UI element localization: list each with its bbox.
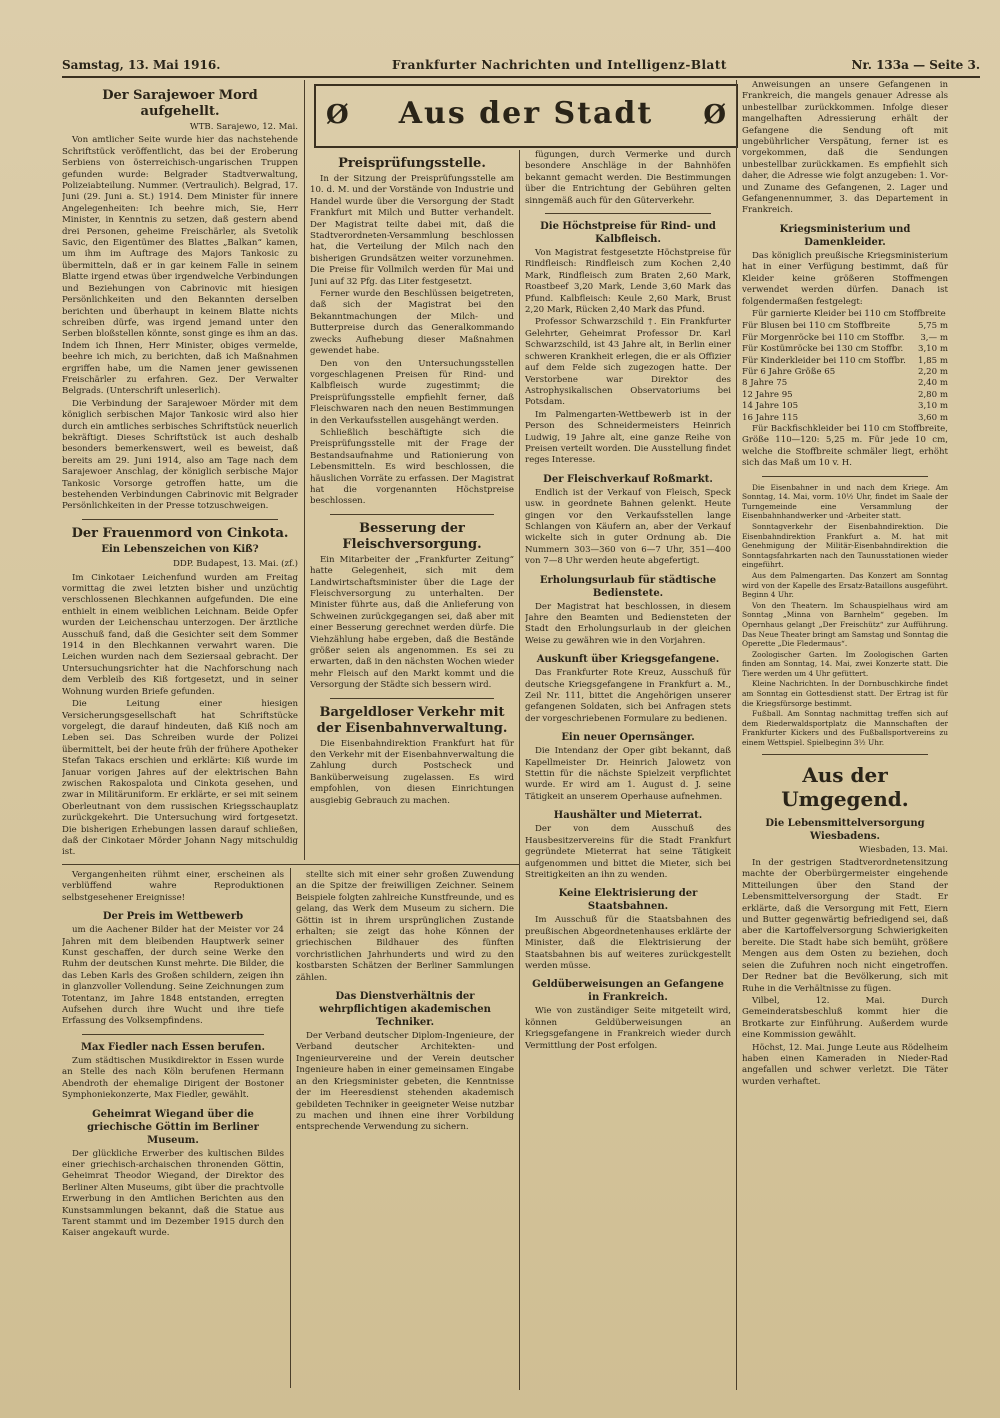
- cloth-table-label: 16 Jahre 115: [742, 412, 799, 423]
- section-headline-umgegend: Aus der Umgegend.: [781, 762, 909, 811]
- column-4: [742, 80, 948, 1390]
- article-text: In der gestrigen Stadtverordnetensitzung machte der Oberbürgermeister eingehende Mitteilungen über den Stand der Lebensmittelversorgung der Stadt. Er erklärte, daß die Versorgung mit Fett, Eiern und Butter gegenwärtig befriedigend sei, daß aber die Kartoffelversorgung Schwierigkeiten bereite. Die Stadt habe sich bemüht, größere Mengen aus dem Osten zu beziehen, doch seien die Zufuhren noch nicht eingetroffen. Der Redner bat die Bevölkerung, sich mit Ruhe in die Verhältnisse zu fügen.: [742, 858, 948, 994]
- headline-wiesbaden: Die Lebensmittelversorgung Wiesbadens.: [765, 817, 925, 842]
- cloth-table-row: [742, 333, 948, 344]
- cloth-table-row: [742, 390, 948, 401]
- article-text: Schließlich beschäftigte sich die Preisprüfungsstelle mit der Frage der Bestandsaufnahme und Rationierung von Lebensmitteln. Es wird beschlossen, die häuslichen Vorräte zu erfassen. Der Magistrat hat die vorgenannten Höchstpreise beschlossen.: [310, 427, 514, 507]
- masthead-title: Frankfurter Nachrichten und Intelligenz-Blatt: [392, 58, 727, 72]
- article-text: Aus dem Palmengarten. Das Konzert am Sonntag wird von der Kapelle des Ersatz-Bataillons ausgeführt. Beginn 4 Uhr.: [742, 570, 948, 600]
- article-text: um die Aachener Bilder hat der Meister vor 24 Jahren mit dem bleibenden Hauptwerk seiner Kunst geschaffen, der durch seine Werke den Ruhm der deutschen Kunst mehrte. Die Bilder, die das Leben Karls des Großen schildern, zeigen ihn in glanzvoller Vollendung. Seine Zeichnungen zum Totentanz, im Jahre 1848 entstanden, erregten Aufsehen durch ihre Wucht und ihre tiefe Erfassung des Volksempfindens.: [62, 925, 284, 1027]
- section-banner: [314, 84, 738, 148]
- article-text: Zoologischer Garten. Im Zoologischen Garten finden am Sonntag, 14. Mai, zwei Konzerte statt. Die Tiere werden um 4 Uhr gefüttert.: [742, 649, 948, 678]
- cloth-table-label: 8 Jahre 75: [742, 378, 788, 389]
- section-divider: [62, 864, 520, 865]
- article-text: Die Intendanz der Oper gibt bekannt, daß Kapellmeister Dr. Heinrich Jalowetz von Stettin für die nächste Spielzeit verpflichtet wurde. Er wird am 1. August d. J. seine Tätigkeit an unserem Operhause aufnehmen.: [525, 746, 731, 802]
- cloth-table-row: [742, 344, 948, 355]
- article-text: Für Backfischkleider bei 110 cm Stoffbreite, Größe 110—120: 5,25 m. Für jede 10 cm, welche die Stoffbreite schmäler liegt, erhöht sich das Maß um 10 v. H.: [742, 423, 948, 469]
- masthead-page-number: Nr. 133a — Seite 3.: [851, 58, 980, 72]
- cloth-table-row: [742, 401, 948, 412]
- article-text: Die Eisenbahner in und nach dem Kriege. Am Sonntag, 14. Mai, vorm. 10½ Uhr, findet im Saale der Turngemeinde eine Versammlung der Eisenbahnhandwerker und -Arbeiter statt.: [742, 482, 948, 521]
- article-divider: [82, 519, 278, 520]
- article-text: Höchst, 12. Mai. Junge Leute aus Rödelheim haben einen Kameraden in Nieder-Rad angefallen und schwer verletzt. Die Täter wurden verhaftet.: [742, 1042, 948, 1087]
- cloth-table-value: 3,10 m: [917, 401, 948, 412]
- article-text: Die Leitung einer hiesigen Versicherungsgesellschaft hat Schriftstücke vorgelegt, die darauf hindeuten, daß Kiß noch am Leben sei. Das Schreiben wurde der Polizei übermittelt, bei der heute früh der frühere Apotheker Stefan Takacs erschien und erklärte: Kiß wurde im Januar vorigen Jahres auf der elektrischen Bahn zwischen Rakospalota und Cinkota gesehen, und zwar in Militäruniform. Er erklärte, er sei mit seinem Oberleutnant von dem russischen Kriegsschauplatz zurückgekehrt. Die Untersuchung wird fortgesetzt. Die bisherigen Erhebungen lassen darauf schließen, daß der Cinkotaer Mörder Johann Nagy mitschuldig ist.: [62, 699, 298, 858]
- article-text: Kleine Nachrichten. In der Dornbuschkirche findet am Sonntag ein Gottesdienst statt. Der Ertrag ist für die Kriegsfürsorge bestimmt.: [742, 679, 948, 708]
- article-text: Der Magistrat hat beschlossen, in diesem Jahre den Beamten und Bediensteten der Stadt den Erholungsurlaub in der gleichen Weise zu gewähren wie in den Vorjahren.: [525, 601, 731, 646]
- cloth-table-label: 12 Jahre 95: [742, 389, 793, 400]
- article-text: Das Frankfurter Rote Kreuz, Ausschuß für deutsche Kriegsgefangene in Frankfurt a. M., Zeil Nr. 111, bittet die Angehörigen unserer gefangenen Soldaten, sich bei Anfragen stets der vorgeschriebenen Formulare zu bedienen.: [525, 668, 731, 724]
- article-text: Vilbel, 12. Mai. Durch Gemeinderatsbeschluß kommt hier die Brotkarte zur Einführung. Außerdem wurde eine Kommission gewählt.: [742, 995, 948, 1041]
- cloth-table-row: [742, 321, 948, 332]
- headline-hoechstpreise: Die Höchstpreise für Rind- und Kalbfleisch.: [540, 221, 716, 246]
- headline-preispruefung: Preisprüfungsstelle.: [338, 156, 486, 171]
- cloth-table-value: 3,— m: [920, 332, 948, 343]
- article-text: Fußball. Am Sonntag nachmittag treffen sich auf dem Riederwaldsportplatz die Mannschaften der Frankfurter Kickers und des Fußballsportvereins zu einem Wettspiel. Spielbeginn 3½ Uhr.: [742, 709, 948, 748]
- cloth-table-row: [742, 356, 948, 367]
- cloth-table-row: [742, 413, 948, 424]
- headline-rossmarkt: Der Fleischverkauf Roßmarkt.: [543, 473, 713, 485]
- article-divider: [330, 698, 494, 699]
- headline-techniker: Das Dienstverhältnis der wehrpflichtigen akademischen Techniker.: [319, 991, 491, 1029]
- cloth-table-value: 3,10 m: [917, 344, 948, 355]
- column-divider: [736, 80, 737, 1390]
- section-title: Aus der Stadt: [398, 96, 654, 131]
- article-divider: [545, 213, 711, 214]
- article-text: Der glückliche Erwerber des kultischen Bildes einer griechisch-archaischen thronenden Göttin, Geheimrat Theodor Wiegand, der Direktor des Berliner Alten Museums, gibt über die prachtvolle Erwerbung in den Amtlichen Berichten aus den Kunstsammlungen bekannt, daß die Statue aus Tarent stammt und im Dezember 1915 durch den Kaiser angekauft wurde.: [62, 1148, 284, 1239]
- headline-opernsaenger: Ein neuer Opernsänger.: [561, 732, 695, 744]
- cloth-table-value: 2,20 m: [917, 366, 948, 377]
- cloth-table-row: [742, 367, 948, 378]
- article-text: Für garnierte Kleider bei 110 cm Stoffbreite: [752, 308, 946, 319]
- cloth-table-row: [742, 378, 948, 389]
- article-text: Von den Theatern. Im Schauspielhaus wird am Sonntag „Minna von Barnhelm“ gegeben. Im Opernhaus gelangt „Der Freischütz“ zur Aufführung. Das Neue Theater bringt am Samstag und Sonntag die Operette „Die Fledermaus“.: [742, 600, 948, 649]
- cloth-table-label: Für Kinderkleider bei 110 cm Stoffbr.: [742, 355, 906, 366]
- column-3: [525, 150, 731, 1390]
- dateline: DDP. Budapest, 13. Mai. (zf.): [172, 559, 298, 570]
- headline-fleischversorgung: Besserung der Fleischversorgung.: [342, 520, 482, 552]
- cloth-table-label: Für 6 Jahre Größe 65: [742, 366, 836, 377]
- headline-sarajewo: Der Sarajewoer Mord aufgehellt.: [102, 88, 258, 119]
- article-text: Im Ausschuß für die Staatsbahnen des preußischen Abgeordnetenhauses erklärte der Minister, daß die Elektrisierung der Staatsbahnen bis auf weiteres zurückgestellt werden müsse.: [525, 915, 731, 971]
- article-text: Von amtlicher Seite wurde hier das nachstehende Schriftstück veröffentlicht, das bei der Eroberung Serbiens von österreichisch-ungarischen Truppen gefunden wurde: Belgrader Stadtverwaltung, Polizeiabteilung. Nummer. (Vertraulich). Belgrad, 17. Juni (29. Juni a. St.) 1914. Dem Minister für innere Angelegenheiten: Ich beehre mich, Sie, Herr Minister, in Kenntnis zu setzen, daß gestern abend drei Personen, geheime Freischärler, als Svetolik Savic, den Eigentümer des Blattes „Balkan“ kamen, um ihm im Auftrage des Majors Tankosic zu übermitteln, daß er in gar keinem Falle in seinem Blatte irgend etwas über irgendwelche Verbindungen und Beziehungen von Cabrinovic mit hiesigen Persönlichkeiten und den Bekannten derselben berichten und überhaupt in keinem Blatte nichts schreiben dürfe, was irgend jemand unter den Serben bloßstellen könnte, sonst ginge es ihm an das. Indem ich Ihnen, Herr Minister, obiges vermelde, beehre ich mich, zu berichten, daß ich Maßnahmen ergriffen habe, um die Namen jener gewissenen Freischärler zu erfahren. Gez. Der Verwalter Belgrads. (Unterschrift unleserlich).: [62, 135, 298, 397]
- column-1: [62, 82, 298, 860]
- article-divider: [82, 1034, 264, 1035]
- cloth-table-label: Für Morgenröcke bei 110 cm Stoffbr.: [742, 332, 905, 343]
- masthead-date: Samstag, 13. Mai 1916.: [62, 58, 221, 72]
- ornament-left-icon: Ø: [326, 100, 349, 130]
- headline-geldueberweisung: Geldüberweisungen an Gefangene in Frankreich.: [532, 979, 724, 1004]
- article-text: fügungen, durch Vermerke und durch besondere Anschläge in der Bahnhöfen bekannt gemacht werden. Die Bestimmungen über die Entrichtung der Gebühren gelten sinngemäß auch für den Güterverkehr.: [525, 150, 731, 206]
- cloth-table-value: 2,80 m: [917, 389, 948, 400]
- cloth-table-label: Für Blusen bei 110 cm Stoffbreite: [742, 321, 891, 332]
- article-text: Vergangenheiten rühmt einer, erscheinen als verblüffend wahre Reproduktionen selbstgesehener Ereignisse!: [62, 870, 284, 903]
- cloth-table-value: 3,60 m: [917, 412, 948, 423]
- cloth-table-value: 5,75 m: [917, 321, 948, 332]
- bottom-column-1: [62, 870, 284, 1390]
- article-divider: [762, 754, 928, 755]
- bottom-column-2: [296, 870, 514, 1390]
- article-divider: [330, 514, 494, 515]
- dateline: Wiesbaden, 13. Mai.: [859, 844, 948, 855]
- column-divider: [519, 150, 520, 1390]
- cloth-table: [742, 321, 948, 424]
- headline-bargeldlos: Bargeldloser Verkehr mit der Eisenbahnverwaltung.: [316, 704, 508, 736]
- headline-cinkota: Der Frauenmord von Cinkota.: [71, 525, 289, 541]
- article-text: stellte sich mit einer sehr großen Zuwendung an die Spitze der freiwilligen Zeichner. Seinem Beispiele folgten zahlreiche Kunstfreunde, und es gelang, das Werk dem Museum zu sichern. Die Göttin ist in ihrem ursprünglichen Zustande erhalten; sie zeigt das hohe Können der griechischen Bildhauer des fünften vorchristlichen Jahrhunderts und wird zu den kostbarsten Schätzen der Berliner Sammlungen zählen.: [296, 870, 514, 983]
- article-text: Im Cinkotaer Leichenfund wurden am Freitag vormittag die zwei letzten bisher und unzüchtig verschlossenen Blechkannen aufgefunden. Die eine enthielt in einem weiblichen Leichnam. Beide Opfer wurden der Leichenschau unterzogen. Der ärztliche Ausschuß fand, daß die Gesichter seit dem Sommer 1914 in den Blechkannen verwahrt waren. Die Leichen wurden nach dem Seziersaal gebracht. Der Untersuchungsrichter hat die Nachforschung nach dem Verbleib des Kiß fortgesetzt, und in seiner Wohnung wurden Briefe gefunden.: [62, 572, 298, 697]
- article-text: In der Sitzung der Preisprüfungsstelle am 10. d. M. und der Vorstände von Industrie und Handel wurde über die Versorgung der Stadt Frankfurt mit Milch und Butter verhandelt. Der Magistrat teilte dabei mit, daß die Stadtverordneten-Versammlung beschlossen hat, die Verteilung der Milch nach den bisherigen Grundsätzen weiter vorzunehmen. Die Preise für Vollmilch werden für Mai und Juni auf 32 Pfg. das Liter festgesetzt.: [310, 174, 514, 287]
- masthead: [62, 54, 980, 78]
- cloth-table-label: 14 Jahre 105: [742, 401, 799, 412]
- headline-mieterrat: Haushälter und Mieterrat.: [553, 810, 703, 822]
- article-text: Der Verband deutscher Diplom-Ingenieure, der Verband deutscher Architekten- und Ingenieurvereine und der Verein deutscher Ingenieure haben in einer gemeinsamen Eingabe an den Kriegsminister gebeten, die Kenntnisse der im Heeresdienst stehenden akademisch gebildeten Techniker in geeigneter Weise nutzbar zu machen und ihnen eine ihrer Vorbildung entsprechende Verwendung zu sichern.: [296, 1031, 514, 1133]
- column-divider: [290, 868, 291, 1388]
- cloth-table-value: 2,40 m: [917, 378, 948, 389]
- headline-fiedler: Max Fiedler nach Essen berufen.: [80, 1041, 266, 1053]
- headline-wiegand: Geheimrat Wiegand über die griechische Göttin im Berliner Museum.: [87, 1108, 259, 1146]
- article-text: Professor Schwarzschild †. Ein Frankfurter Gelehrter, Geheimrat Professor Dr. Karl Schwarzschild, ist 43 Jahre alt, in Berlin einer schweren Krankheit erlegen, die er als Offizier auf dem Felde sich zugezogen hatte. Der Verstorbene war Direktor des Astrophysikalischen Observatoriums bei Potsdam.: [525, 317, 731, 408]
- article-text: Die Verbindung der Sarajewoer Mörder mit dem königlich serbischen Major Tankosic wird also hier durch ein amtliches serbisches Schriftstück neuerlich bekräftigt. Dieses Schriftstück ist auch deshalb besonders bemerkenswert, weil es beweist, daß bereits am 29. Juni 1914, also am Tage nach dem Sarajewoer Anschlag, der königlich serbische Major Tankosic Vorsorge getroffen hatte, um die bestehenden Verbindungen Cabrinovic mit Belgrader Persönlichkeiten in der Presse totzuschweigen.: [62, 398, 298, 512]
- article-text: Im Palmengarten-Wettbewerb ist in der Person des Schneidermeisters Heinrich Ludwig, 19 Jahre alt, eine ganze Reihe von Preisen verteilt worden. Die Ausstellung findet reges Interesse.: [525, 409, 731, 466]
- column-divider: [304, 80, 305, 860]
- headline-damenkleider: Kriegsministerium und Damenkleider.: [779, 223, 911, 248]
- subheadline: Ein Lebenszeichen von Kiß?: [101, 543, 259, 555]
- headline-erholungsurlaub: Erholungsurlaub für städtische Bedienstete.: [539, 574, 717, 599]
- article-text: Ein Mitarbeiter der „Frankfurter Zeitung“ hatte Gelegenheit, sich mit dem Landwirtschaftsminister über die Lage der Fleischversorgung zu unterhalten. Der Minister führte aus, daß die Anlieferung von Schweinen zurückgegangen sei, daß aber mit einer Besserung gerechnet werden dürfe. Die Viehzählung habe ergeben, daß die Bestände größer seien als angenommen. Es sei zu erwarten, daß in den nächsten Wochen wieder mehr Fleisch auf den Markt kommt und die Versorgung der Städte sich bessern wird.: [310, 554, 514, 691]
- article-text: Ferner wurde den Beschlüssen beigetreten, daß sich der Magistrat bei den Bekanntmachungen der Milch- und Butterpreise durch das Generalkommando zwecks Aufhebung dieser Maßnahmen gewendet habe.: [310, 289, 514, 357]
- headline-wettbewerb: Der Preis im Wettbewerb: [102, 911, 244, 923]
- article-divider: [762, 476, 928, 477]
- ornament-right-icon: Ø: [703, 100, 726, 130]
- article-text: Zum städtischen Musikdirektor in Essen wurde an Stelle des nach Köln berufenen Hermann Abendroth der ehemalige Dirigent der Bostoner Symphoniekonzerte, Max Fiedler, gewählt.: [62, 1055, 284, 1101]
- article-text: Von Magistrat festgesetzte Höchstpreise für Rindfleisch: Rindfleisch zum Kochen 2,40 Mark, Rindfleisch zum Braten 2,60 Mark, Roastbeef 3,20 Mark, Lende 3,60 Mark das Pfund. Kalbfleisch: Keule 2,60 Mark, Brust 2,20 Mark, Rücken 2,40 Mark das Pfund.: [525, 248, 731, 316]
- headline-kriegsgefangene: Auskunft über Kriegsgefangene.: [536, 654, 720, 666]
- cloth-table-label: Für Kostümröcke bei 130 cm Stoffbr.: [742, 344, 904, 355]
- article-text: Die Eisenbahndirektion Frankfurt hat für den Verkehr mit der Eisenbahnverwaltung die Zahlung durch Postscheck und Banküberweisung zugelassen. Es wird empfohlen, von diesen Einrichtungen ausgiebig Gebrauch zu machen.: [310, 738, 514, 806]
- article-text: Der von dem Ausschuß des Hausbesitzervereins für die Stadt Frankfurt gegründete Mieterrat hat seine Tätigkeit aufgenommen und bittet die Mieter, sich bei Streitigkeiten an ihn zu wenden.: [525, 824, 731, 880]
- cloth-table-value: 1,85 m: [917, 355, 948, 366]
- article-text: Endlich ist der Verkauf von Fleisch, Speck usw. in geordnete Bahnen gelenkt. Heute gingen vor den Verkaufsstellen lange Schlangen von Käufern an, aber der Verkauf wickelte sich in guter Ordnung ab. Die Nummern 303—360 von 6—7 Uhr, 351—400 von 7—8 Uhr werden heute abgefertigt.: [525, 487, 731, 567]
- headline-elektrisierung: Keine Elektrisierung der Staatsbahnen.: [558, 888, 698, 913]
- article-text: Wie von zuständiger Seite mitgeteilt wird, können Geldüberweisungen an Kriegsgefangene in Frankreich wieder durch Vermittlung der Post erfolgen.: [525, 1006, 731, 1051]
- article-text: Anweisungen an unsere Gefangenen in Frankreich, die mangels genauer Adresse als unbestellbar zurückkommen. Infolge dieser mangelhaften Adressierung erhält der Gefangene die Sendung oft mit ungebührlicher Verspätung, ferner ist es vorgekommen, daß die Sendungen unbestellbar zurückkamen. Es empfiehlt sich daher, die Adresse wie folgt anzugeben: 1. Vor- und Zuname des Gefangenen, 2. Lager und Gefangenennummer, 3. das Departement in Frankreich.: [742, 80, 948, 216]
- dateline: WTB. Sarajewo, 12. Mai.: [189, 122, 298, 132]
- article-text: Den von den Untersuchungsstellen vorgeschlagenen Preisen für Rind- und Kalbfleisch wurde zugestimmt; die Preisprüfungsstelle empfiehlt ferner, daß Fleischwaren nach den neuen Bestimmungen in den Verkaufsstellen ausgehängt werden.: [310, 358, 514, 426]
- article-text: Sonntagverkehr der Eisenbahndirektion. Die Eisenbahndirektion Frankfurt a. M. hat mit Genehmigung der Militär-Eisenbahndirektion die Sonntagsfahrkarten nach den Taunusstationen wieder eingeführt.: [742, 521, 948, 570]
- article-text: Das königlich preußische Kriegsministerium hat in einer Verfügung bestimmt, daß für Kleider keine größeren Stoffmengen verwendet werden dürfen. Danach ist folgendermaßen festgelegt:: [742, 250, 948, 307]
- column-2: [310, 150, 514, 860]
